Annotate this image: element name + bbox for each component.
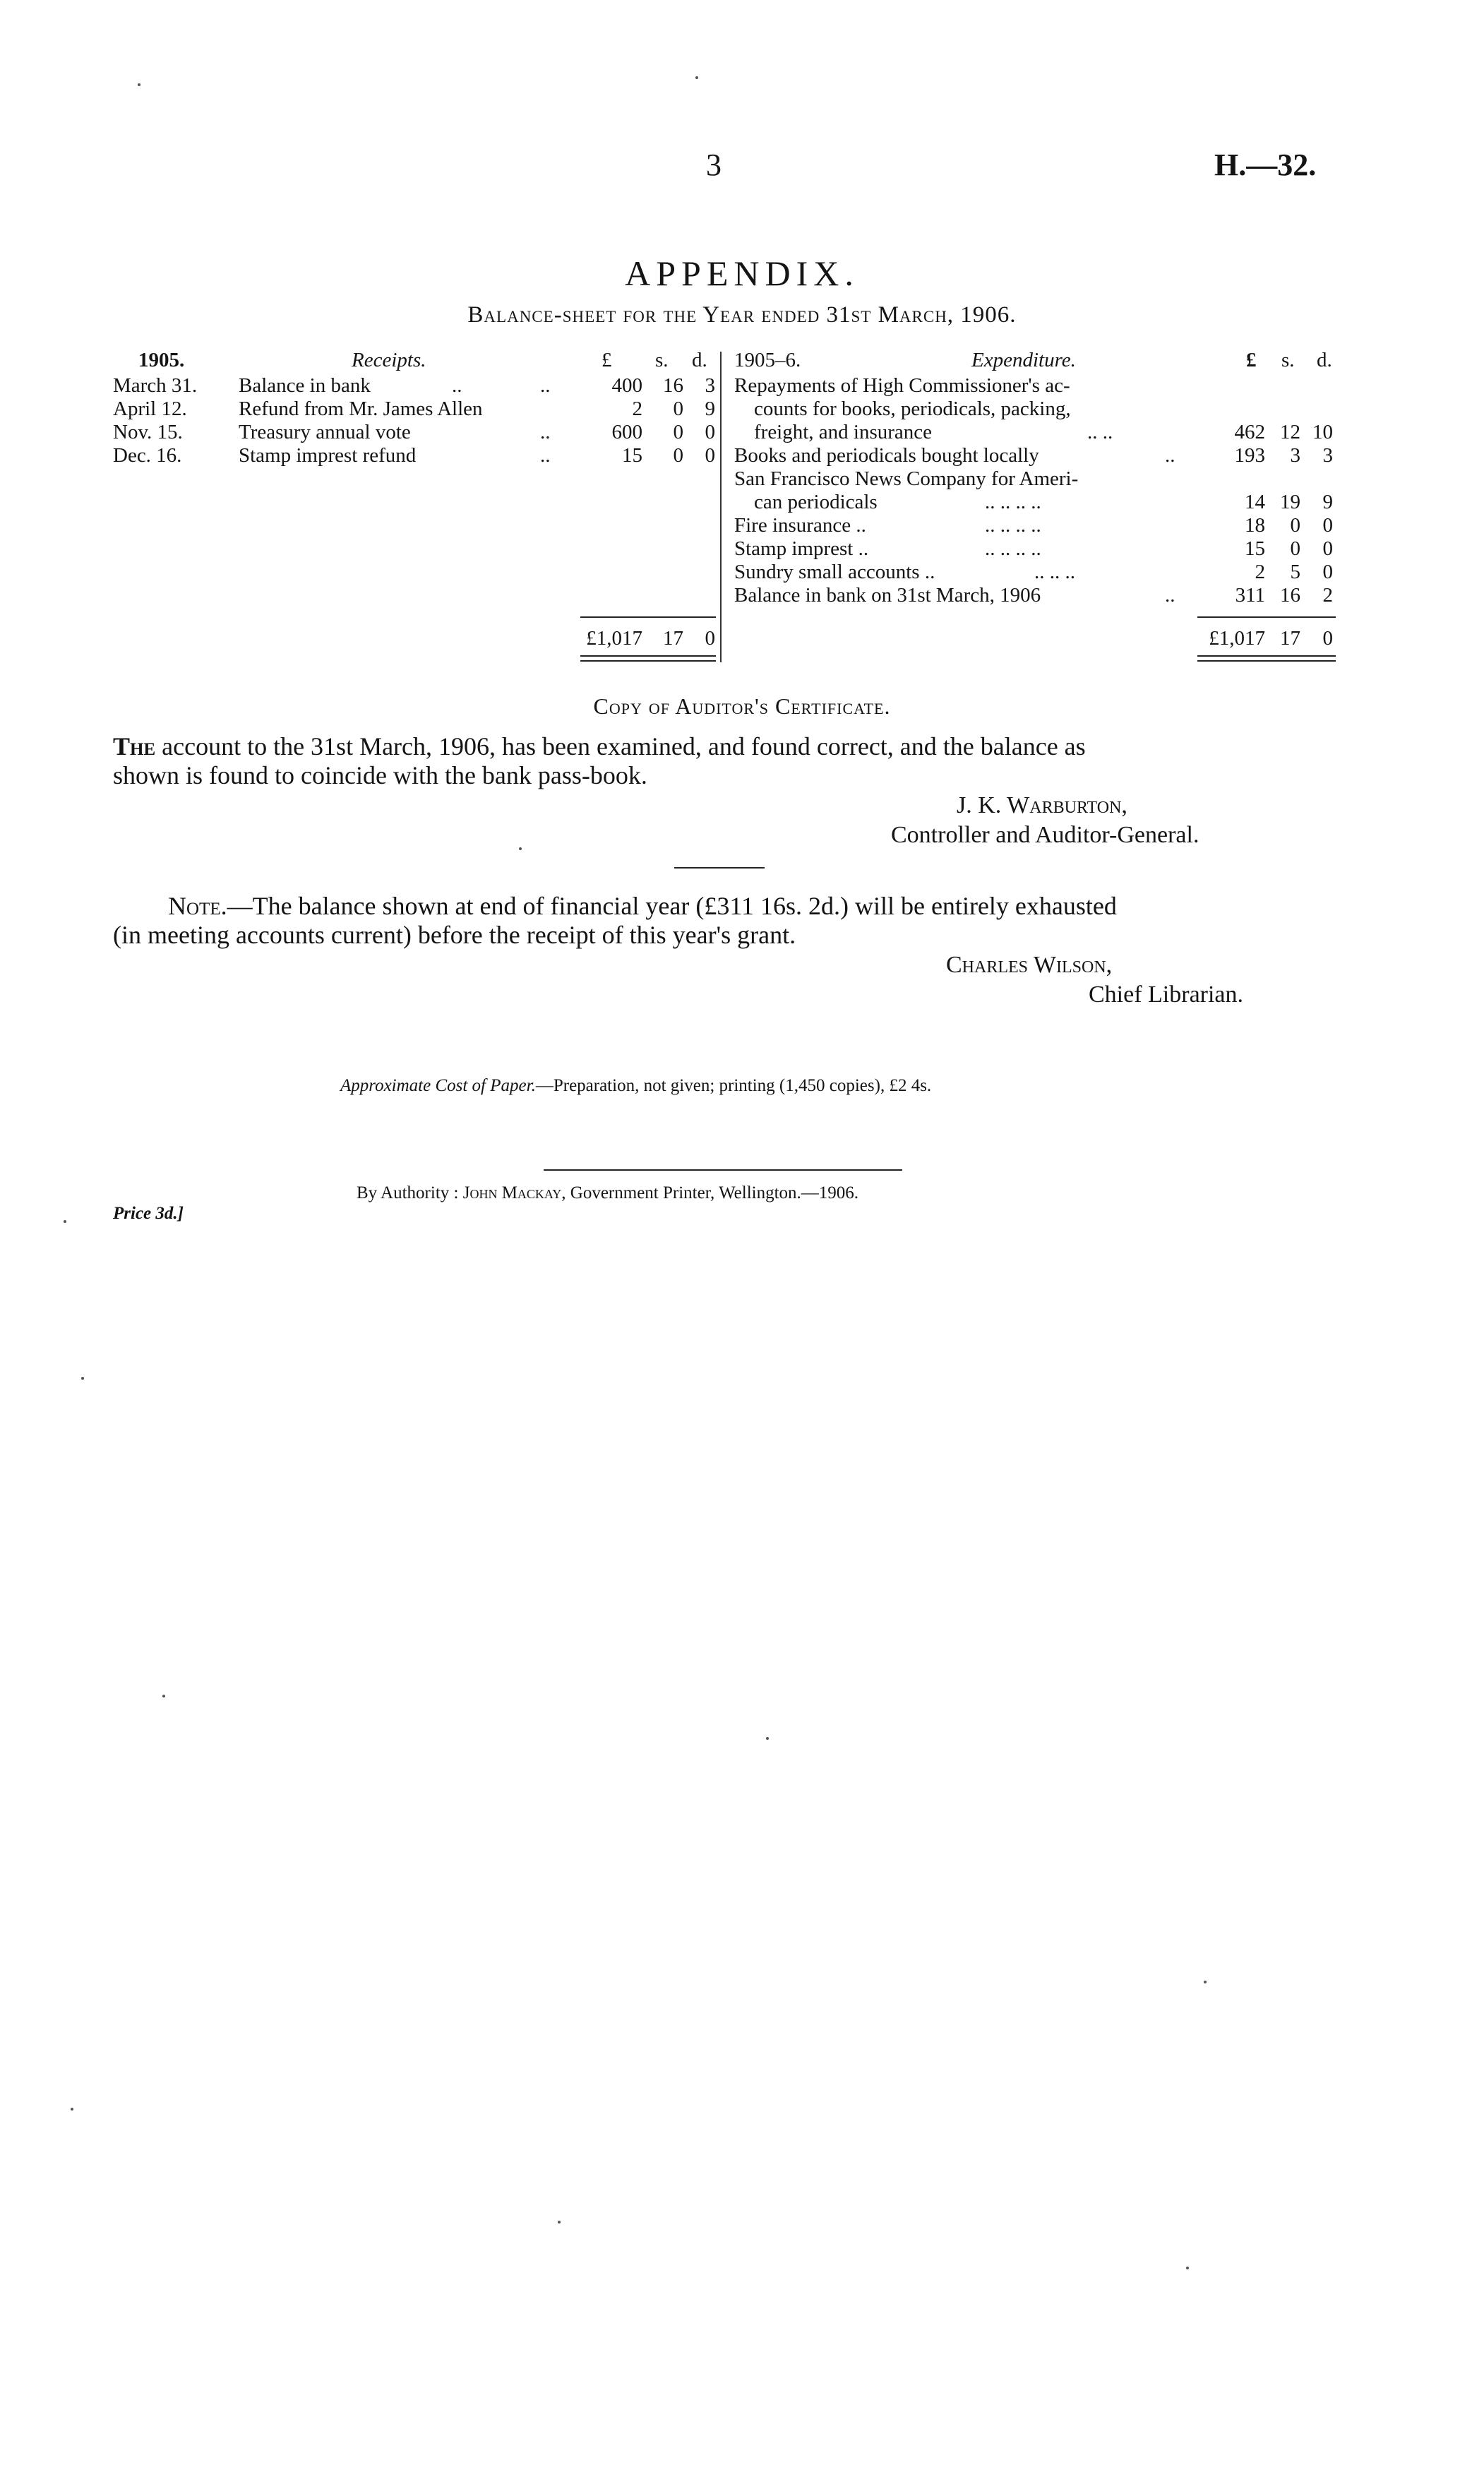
receipts-total-rule <box>580 655 716 657</box>
expenditure-pence: 2 <box>1322 584 1333 607</box>
expenditure-pence: 0 <box>1322 561 1333 583</box>
cost-text: —Preparation, not given; printing (1,450 copies), £2 4s. <box>535 1076 932 1095</box>
scan-speck <box>1186 2267 1189 2269</box>
expenditure-subtotal-rule <box>1197 616 1336 618</box>
expenditure-leaders: .. <box>1165 584 1175 607</box>
column-divider <box>720 352 722 662</box>
auditor-title: Controller and Auditor-General. <box>891 822 1199 848</box>
section-divider <box>674 867 765 869</box>
receipt-shillings: 0 <box>673 444 683 467</box>
expenditure-pounds: 18 <box>1245 514 1265 537</box>
receipts-shillings-header: s. <box>655 349 669 371</box>
expenditure-pence-header: d. <box>1317 349 1332 371</box>
expenditure-leaders: .. .. .. .. <box>985 514 1041 537</box>
note-line-2: (in meeting accounts current) before the receipt of this year's grant. <box>113 921 796 949</box>
receipt-date: Nov. 15. <box>113 421 183 443</box>
receipt-date: March 31. <box>113 374 198 397</box>
expenditure-pence: 9 <box>1322 491 1333 513</box>
expenditure-shillings: 0 <box>1290 514 1300 537</box>
expenditure-shillings: 5 <box>1290 561 1300 583</box>
expenditure-desc: counts for books, periodicals, packing, <box>754 398 1071 420</box>
receipt-pence: 0 <box>705 421 715 443</box>
balance-sheet-title: Balance-sheet for the Year ended 31st March, 1906. <box>467 302 1017 328</box>
price: Price 3d.] <box>113 1204 184 1223</box>
expenditure-leaders: .. .. <box>1087 421 1113 443</box>
scan-speck <box>138 83 140 86</box>
receipt-desc: Refund from Mr. James Allen <box>239 398 483 420</box>
scan-speck <box>766 1737 769 1740</box>
expenditure-total-shillings: 17 <box>1280 627 1300 650</box>
expenditure-shillings-header: s. <box>1281 349 1295 371</box>
receipts-total-pounds: £1,017 <box>586 627 642 650</box>
authority-suffix: Government Printer, Wellington.—1906. <box>570 1183 859 1202</box>
scan-speck <box>162 1695 165 1697</box>
receipt-desc: Balance in bank <box>239 374 371 397</box>
receipt-desc: Stamp imprest refund <box>239 444 417 467</box>
expenditure-pounds: 15 <box>1245 537 1265 560</box>
expenditure-desc: San Francisco News Company for Ameri- <box>734 467 1079 490</box>
certificate-line-1 <box>113 732 1086 761</box>
expenditure-desc: Sundry small accounts .. <box>734 561 935 583</box>
expenditure-heading: Expenditure. <box>971 349 1076 371</box>
receipts-pence-header: d. <box>692 349 707 371</box>
expenditure-shillings: 3 <box>1290 444 1300 467</box>
receipt-shillings: 0 <box>673 421 683 443</box>
receipt-pence: 9 <box>705 398 715 420</box>
expenditure-shillings: 16 <box>1280 584 1300 607</box>
receipt-pounds: 600 <box>611 421 642 443</box>
receipt-pounds: 400 <box>611 374 642 397</box>
certificate-lead-word: The <box>113 732 156 760</box>
certificate-line-2: shown is found to coincide with the bank pass-book. <box>113 761 647 789</box>
certificate-text: account to the 31st March, 1906, has been examined, and found correct, and the balance as <box>155 732 1086 760</box>
cost-label: Approximate Cost of Paper. <box>340 1076 536 1095</box>
expenditure-desc: freight, and insurance <box>754 421 933 443</box>
expenditure-shillings: 0 <box>1290 537 1300 560</box>
receipt-shillings: 16 <box>663 374 683 397</box>
librarian-name: Charles Wilson, <box>946 952 1113 978</box>
receipt-pounds: 15 <box>622 444 642 467</box>
authority-prefix: By Authority : <box>357 1183 459 1202</box>
scan-speck <box>81 1377 84 1380</box>
receipts-pounds-header: £ <box>602 349 612 371</box>
expenditure-shillings: 12 <box>1280 421 1300 443</box>
authority-line <box>357 1183 858 1203</box>
note-lead-word: Note <box>168 892 221 920</box>
expenditure-desc: Books and periodicals bought locally <box>734 444 1039 467</box>
page-number: 3 <box>706 148 722 182</box>
receipts-total-pence: 0 <box>705 627 715 650</box>
expenditure-pounds: 2 <box>1255 561 1265 583</box>
expenditure-total-pence: 0 <box>1322 627 1333 650</box>
expenditure-pence: 3 <box>1322 444 1333 467</box>
scan-speck <box>1204 1981 1207 1983</box>
expenditure-shillings: 19 <box>1280 491 1300 513</box>
expenditure-pounds: 193 <box>1234 444 1265 467</box>
expenditure-pence: 0 <box>1322 537 1333 560</box>
appendix-heading: APPENDIX. <box>625 253 859 293</box>
receipts-total-shillings: 17 <box>663 627 683 650</box>
footer-rule <box>544 1169 902 1171</box>
receipt-pence: 0 <box>705 444 715 467</box>
scan-speck <box>519 847 522 850</box>
printer-name: John Mackay, <box>462 1183 566 1202</box>
scan-speck <box>71 2108 73 2111</box>
receipt-shillings: 0 <box>673 398 683 420</box>
expenditure-pence: 0 <box>1322 514 1333 537</box>
receipt-leaders: .. <box>540 374 551 397</box>
receipt-desc: Treasury annual vote <box>239 421 411 443</box>
expenditure-year: 1905–6. <box>734 349 801 371</box>
note-text: .—The balance shown at end of financial year (£311 16s. 2d.) will be entirely exhausted <box>220 892 1117 920</box>
expenditure-desc: Stamp imprest .. <box>734 537 869 560</box>
expenditure-pence: 10 <box>1312 421 1333 443</box>
expenditure-leaders: .. .. .. .. <box>985 537 1041 560</box>
receipt-leaders: .. <box>452 374 462 397</box>
receipts-year: 1905. <box>138 349 185 371</box>
expenditure-desc: Fire insurance .. <box>734 514 866 537</box>
auditor-name: J. K. Warburton, <box>957 792 1127 818</box>
certificate-title: Copy of Auditor's Certificate. <box>593 693 891 719</box>
expenditure-total-pounds: £1,017 <box>1209 627 1265 650</box>
expenditure-desc: Balance in bank on 31st March, 1906 <box>734 584 1041 607</box>
scan-speck <box>558 2221 561 2224</box>
expenditure-total-rule <box>1197 660 1336 662</box>
expenditure-total-rule <box>1197 655 1336 657</box>
expenditure-pounds: 462 <box>1234 421 1265 443</box>
expenditure-leaders: .. <box>1165 444 1175 467</box>
receipt-pounds: 2 <box>632 398 642 420</box>
expenditure-leaders: .. .. .. <box>1034 561 1075 583</box>
cost-line <box>340 1076 931 1096</box>
expenditure-pounds: 14 <box>1245 491 1265 513</box>
receipts-total-rule <box>580 660 716 662</box>
expenditure-pounds-header: £ <box>1246 349 1257 371</box>
note-line-1 <box>168 891 1117 921</box>
expenditure-desc: can periodicals <box>754 491 878 513</box>
expenditure-leaders: .. .. .. .. <box>985 491 1041 513</box>
receipts-subtotal-rule <box>580 616 716 618</box>
scan-speck <box>64 1220 66 1223</box>
receipt-pence: 3 <box>705 374 715 397</box>
expenditure-pounds: 311 <box>1235 584 1265 607</box>
scan-speck <box>695 76 698 79</box>
librarian-title: Chief Librarian. <box>1089 981 1244 1008</box>
receipt-date: Dec. 16. <box>113 444 182 467</box>
receipt-leaders: .. <box>540 421 551 443</box>
expenditure-desc: Repayments of High Commissioner's ac- <box>734 374 1070 397</box>
receipt-date: April 12. <box>113 398 187 420</box>
receipts-heading: Receipts. <box>352 349 426 371</box>
receipt-leaders: .. <box>540 444 551 467</box>
document-reference: H.—32. <box>1214 148 1317 182</box>
